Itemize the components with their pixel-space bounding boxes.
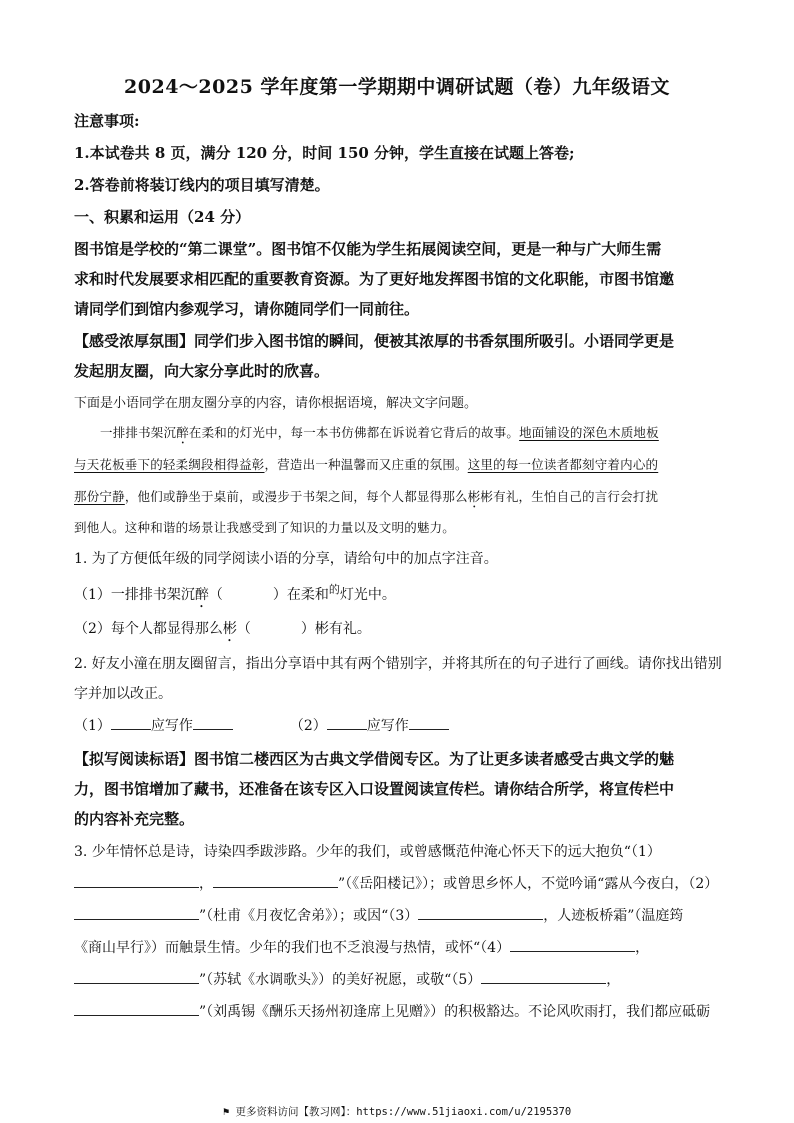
answer-blank[interactable]: [327, 715, 367, 730]
q3-line-5: ”（苏轼《水调歌头》）的美好祝愿，或敬“（5） ，: [74, 969, 620, 989]
share-line-1: 一排排书架沉醉在柔和的灯光中，每一本书仿佛都在诉说着它背后的故事。地面铺设的深色木质地板: [100, 425, 659, 440]
share-line-4: 到他人。这种和谐的场景让我感受到了知识的力量以及文明的魅力。: [74, 520, 456, 535]
q2-line-1: 2. 好友小潼在朋友圈留言，指出分享语中其有两个错别字，并将其所在的句子进行了画线。请你找出错别: [74, 656, 722, 672]
answer-blank[interactable]: [193, 715, 233, 730]
q2-answers: （1） 应写作 （2） 应写作: [74, 715, 449, 735]
answer-blank[interactable]: [111, 715, 151, 730]
answer-blank[interactable]: [481, 969, 606, 984]
underlined-sentence: 地面铺设的深色木质地板: [519, 425, 659, 440]
q3-line-3: ”（杜甫《月夜忆舍弟》）；或因“（3） ，人迹板桥霜”（温庭筠: [74, 905, 683, 925]
intro-line-2: 求和时代发展要求相匹配的重要教育资源。为了更好地发挥图书馆的文化职能，市图书馆邀: [74, 270, 675, 288]
intro-line-3: 请同学们到馆内参观学习，请你随同学们一同前往。: [74, 300, 420, 318]
flag-icon: ⚑: [222, 1106, 230, 1118]
answer-blank[interactable]: [510, 937, 635, 952]
q3-line-2: ， ”（《岳阳楼记》）；或曾思乡怀人，不觉吟诵“露从今夜白，（2）: [74, 873, 718, 893]
share-prompt: 下面是小语同学在朋友圈分享的内容，请你根据语境，解决文字问题。: [74, 396, 478, 411]
q3-line-6: ”（刘禹锡《酬乐天扬州初逢席上见赠》）的积极豁达。不论风吹雨打，我们都应砥砺: [74, 1001, 710, 1021]
underlined-sentence: 这里的每一位读者都刻守着内心的: [467, 457, 659, 472]
q3-line-1: 3. 少年情怀总是诗，诗染四季跋涉路。少年的我们，或曾感慨范仲淹心怀天下的远大抱负“（1）: [74, 844, 661, 860]
answer-blank[interactable]: [74, 969, 199, 984]
q1-sub-1: （1）一排排书架沉醉（ ）在柔和$^的$灯光中。: [74, 583, 396, 603]
part1-line-1: 【感受浓厚氛围】同学们步入图书馆的瞬间，便被其浓厚的书香氛围所吸引。小语同学更是: [74, 332, 675, 350]
part2-line-2: 力，图书馆增加了藏书，还准备在该专区入口设置阅读宣传栏。请你结合所学，将宣传栏中: [74, 780, 675, 798]
answer-blank[interactable]: [213, 873, 338, 888]
answer-blank[interactable]: [418, 905, 543, 920]
q2-line-2: 字并加以改正。: [74, 686, 172, 702]
intro-line-1: 图书馆是学校的“第二课堂”。图书馆不仅能为学生拓展阅读空间，更是一种与广大师生需: [74, 240, 662, 258]
footer-link[interactable]: 更多资料访问【教习网】：https://www.51jiaoxi.com/u/2195370: [235, 1106, 572, 1118]
part2-line-1: 【拟写阅读标语】图书馆二楼西区为古典文学借阅专区。为了让更多读者感受古典文学的魅: [74, 750, 675, 768]
part2-line-3: 的内容补充完整。: [74, 810, 195, 828]
notes-item-2: 2.答卷前将装订线内的项目填写清楚。: [74, 176, 330, 194]
page-title: 2024～2025 学年度第一学期期中调研试题（卷）九年级语文: [124, 76, 670, 98]
section-heading: 一、积累和运用（24 分）: [74, 208, 251, 226]
share-line-3: 那份宁静，他们或静坐于桌前，或漫步于书架之间，每个人都显得那么彬彬有礼，生怕自己的言行会打扰: [74, 489, 659, 504]
q3-line-4: 《商山早行》）而触景生情。少年的我们也不乏浪漫与热情，或怀“（4） ，: [74, 937, 649, 957]
answer-blank[interactable]: [74, 873, 199, 888]
footer: [0, 1104, 794, 1119]
q1-stem: 1. 为了方便低年级的同学阅读小语的分享，请给句中的加点字注音。: [74, 551, 498, 567]
answer-blank[interactable]: [409, 715, 449, 730]
notes-item-1: 1.本试卷共 8 页，满分 120 分，时间 150 分钟，学生直接在试题上答卷;: [74, 144, 575, 162]
notes-heading: 注意事项:: [74, 112, 140, 130]
answer-blank[interactable]: [74, 905, 199, 920]
share-line-2: 与天花板垂下的轻柔绸段相得益彰，营造出一种温馨而又庄重的氛围。这里的每一位读者都刻守着内心的: [74, 457, 659, 472]
part1-line-2: 发起朋友圈，向大家分享此时的欣喜。: [74, 362, 330, 380]
answer-blank[interactable]: [74, 1001, 199, 1016]
q1-sub-2: （2）每个人都显得那么彬（ ）彬有礼。: [74, 621, 371, 637]
